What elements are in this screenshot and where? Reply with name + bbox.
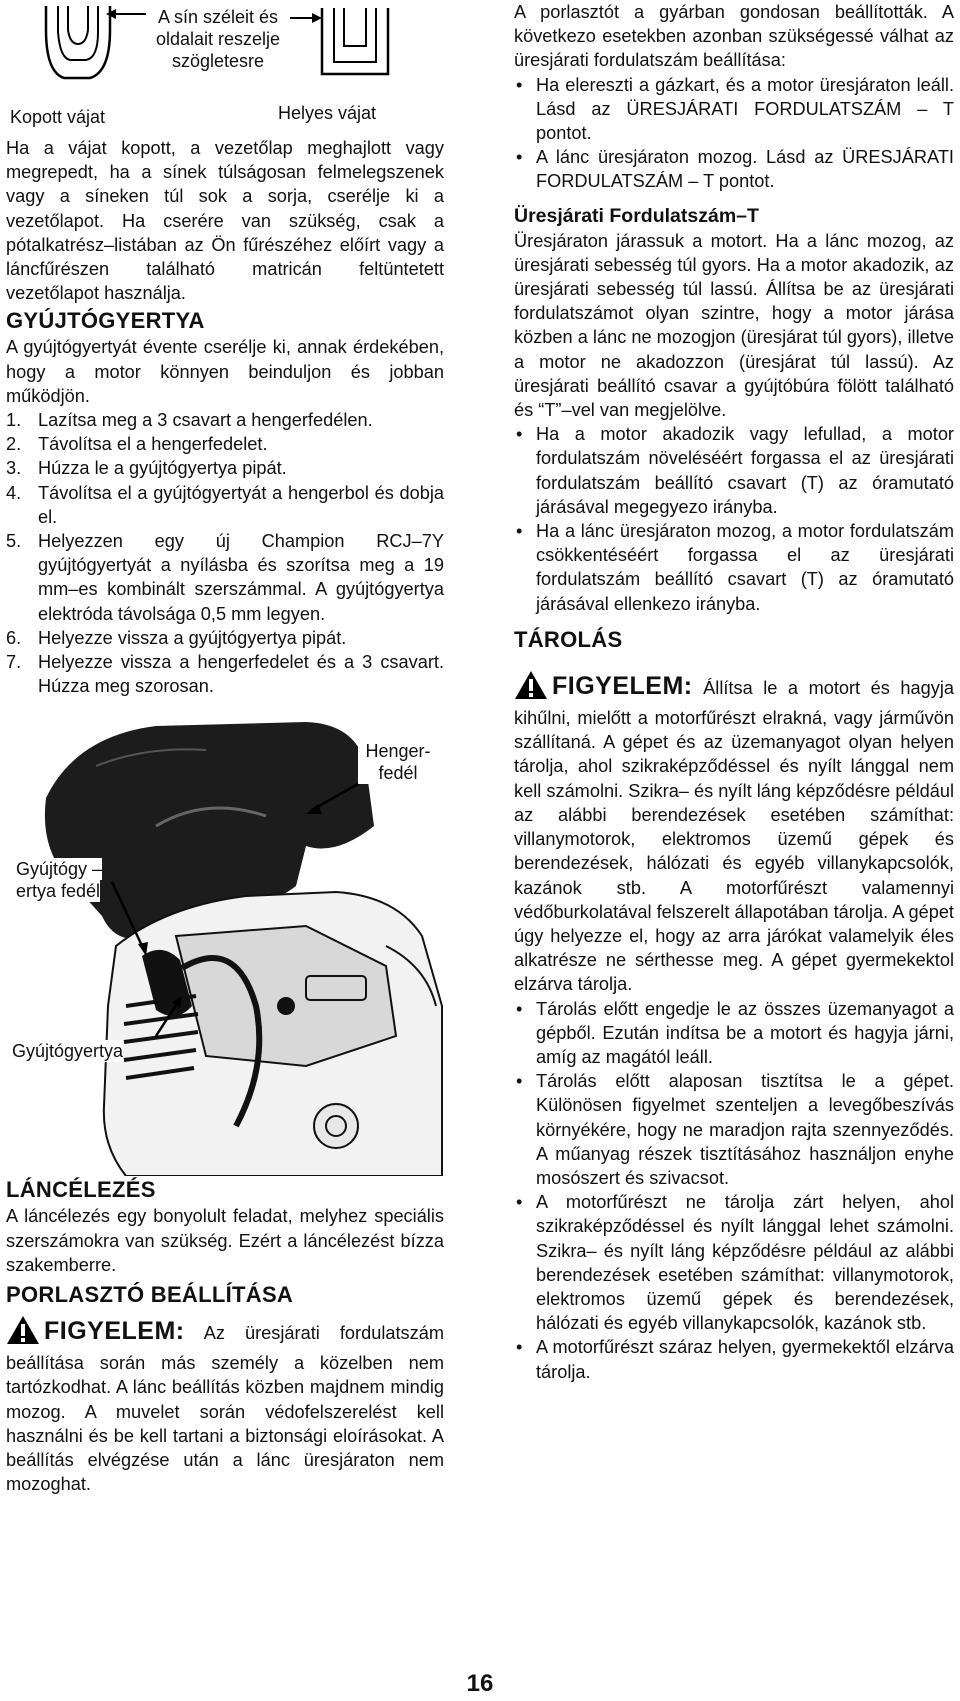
correct-groove-label: Helyes vájat xyxy=(278,103,377,123)
list-item: • A lánc üresjáraton mozog. Lásd az ÜRESJÁRATI FORDULATSZÁM – T pontot. xyxy=(514,145,954,193)
page-number: 16 xyxy=(466,1670,494,1697)
step-item: 4. Távolítsa el a gyújtógyertyát a hengerbol és dobja el. xyxy=(6,482,444,527)
bar-replacement-paragraph: Ha a vájat kopott, a vezetőlap meghajlott vagy megrepedt, ha a sínek túlságosan felmelegszenek vagy a síneken túl sok a sorja, cserélje ki a vezetőlapot. Ha cserére van szükség, csak a pótalkatrész–listában az Ön fűrészéhez előírt vagy a láncfűrészen található matricán feltüntetett vezetőlapot használja. xyxy=(6,138,444,304)
storage-warning xyxy=(514,670,954,997)
spark-plug-steps xyxy=(6,408,444,698)
warning-icon xyxy=(514,670,548,706)
sharpening-heading: LÁNCÉLEZÉS xyxy=(6,1177,156,1203)
plug-cover-label-2: ertya fedél xyxy=(16,881,101,902)
right-column xyxy=(514,0,954,1384)
list-item: • A motorfűrészt ne tárolja zárt helyen, ahol szikraképződéssel és nyílt lánggal lehet számolni. Szikra– és nyílt láng képződésre például az alábbi berendezések esetében számíthat: villanymotorok, elektromos üzemű gépek és berendezések, hálózati és egyéb villanykapcsolók, kazánok stb. xyxy=(514,1190,954,1335)
list-item: • Ha elereszti a gázkart, és a motor üresjáraton leáll. Lásd az ÜRESJÁRATI FORDULATSZÁM – T pontot. xyxy=(514,73,954,146)
warning-text: Az üresjárati fordulatszám beállítása során más személy a közelben nem tartózkodhat. A lánc beállítás közben majdnem mindig mozog. A muvelet során védofelszerelést kell használni és be kell tartani a biztonsági eloírásokat. A beállítás elvégzése után a lánc üresjáraton nem mozoghat. xyxy=(6,1323,444,1495)
warning-text: Állítsa le a motort és hagyja kihűlni, mielőtt a motorfűrészt elrakná, vagy járművön szállítaná. A gépet és az üzemanyagot olyan helyen tárolja, ahol szikraképződéssel és nyílt lánggal nem kell számolni. Szikra– és nyílt láng képződésre például az alábbi berendezések esetében számíthat: villanymotorok, elektromos üzemű gépek és berendezések, hálózati és egyéb villanykapcsolók, kazánok stb. A motorfűrészt valamennyi védőburkolatával felszerelt állapotában tárolja. A gépet úgy helyezze el, hogy az arra járókat valamelyik éles alkatrésze ne sérthesse meg. A gépet gyermekektol elzárva tárolja. xyxy=(514,677,954,995)
groove-center-label: A sín széleit és oldalait reszelje szögletesre xyxy=(155,7,281,71)
sharpening-text: A láncélezés egy bonyolult feladat, melyhez speciális szerszámokra van szükség. Ezért a láncélezést bízza szakemberre. xyxy=(6,1206,444,1275)
warning-icon xyxy=(6,1315,40,1351)
step-item: 1. Lazítsa meg a 3 csavart a hengerfedélen. xyxy=(6,410,373,431)
spark-plug-label: Gyújtógyertya xyxy=(12,1041,124,1062)
correct-groove-shape xyxy=(322,8,388,74)
cylinder-cover-label: Henger- fedél xyxy=(358,740,438,784)
left-column xyxy=(6,0,444,1497)
step-item: 3. Húzza le a gyújtógyertya pipát. xyxy=(6,458,287,479)
carburetor-cases xyxy=(514,73,954,194)
engine-figure xyxy=(6,706,444,1176)
idle-bullets xyxy=(514,422,954,616)
worn-groove-label: Kopott vájat xyxy=(10,107,106,127)
list-item: • Ha a lánc üresjáraton mozog, a motor fordulatszám csökkentéséért forgassa el az üresjárati fordulatszám beállító csavart (T) az óramutató járásával ellenkezo irányba. xyxy=(514,519,954,616)
step-item: 6. Helyezze vissza a gyújtógyertya pipát. xyxy=(6,627,347,648)
list-item: • A motorfűrészt száraz helyen, gyermekektől elzárva tárolja. xyxy=(514,1335,954,1383)
worn-groove-shape xyxy=(46,6,110,78)
idle-heading: Üresjárati Fordulatszám–T xyxy=(514,204,759,227)
list-item: • Ha a motor akadozik vagy lefullad, a motor fordulatszám növeléséért forgassa el az üresjárati fordulatszám beállító csavart (T) az óramutató járásával megegyezo irányba. xyxy=(514,422,954,519)
spark-plug-heading: GYÚJTÓGYERTYA xyxy=(6,308,205,334)
storage-bullets xyxy=(514,997,954,1384)
carburetor-warning xyxy=(6,1315,444,1496)
list-item: • Tárolás előtt engedje le az összes üzemanyagot a gépből. Ezután indítsa be a motort és hagyja járni, amíg az magától leáll. xyxy=(514,997,954,1070)
step-item: 7. Helyezze vissza a hengerfedelet és a 3 csavart. Húzza meg szorosan. xyxy=(6,652,444,697)
spark-plug-intro: A gyújtógyertyát évente cserélje ki, annak érdekében, hogy a motor könnyen beinduljon és jobban működjön. xyxy=(6,337,444,406)
step-item: 2. Távolítsa el a hengerfedelet. xyxy=(6,434,268,455)
plug-cover-label-1: Gyújtógy – xyxy=(16,859,103,880)
warning-word: FIGYELEM: xyxy=(44,1317,185,1346)
warning-word: FIGYELEM: xyxy=(552,671,693,700)
storage-heading: TÁROLÁS xyxy=(514,626,623,652)
list-item: • Tárolás előtt alaposan tisztítsa le a gépet. Különösen figyelmet szenteljen a levegőbeszívás környékére, hogy ne maradjon rajta szennyeződés. A műanyag részek tisztításához használjon enyhe mosószert és szivacsot. xyxy=(514,1069,954,1190)
carburetor-heading: PORLASZTÓ BEÁLLÍTÁSA xyxy=(6,1282,294,1308)
idle-text: Üresjáraton járassuk a motort. Ha a lánc mozog, az üresjárati sebesség túl gyors. Ha a motor akadozik, az üresjárati sebesség túl lassú. Állítsa be az üresjárati fordulatszámot olyan szintre, hogy a motor járása közben a lánc ne mozogjon (üresjárat túl gyors), illetve a motor ne akadozzon (üresjárat túl lassú). Az üresjárati beállító csavar a gyújtóbúra fölött található és “T”–vel van megjelölve. xyxy=(514,230,954,421)
carburetor-continued-text: A porlasztót a gyárban gondosan beállították. A következo esetekben azonban szükségessé válhat az üresjárati fordulatszám beállítása: xyxy=(514,2,954,71)
step-item: 5. Helyezzen egy új Champion RCJ–7Y gyújtógyertyát a nyílásba és szorítsa meg a 19 mm–es kombinált szerszámmal. A gyújtógyertya elektróda távolsága 0,5 mm legyen. xyxy=(6,531,444,624)
groove-figure xyxy=(6,0,444,136)
